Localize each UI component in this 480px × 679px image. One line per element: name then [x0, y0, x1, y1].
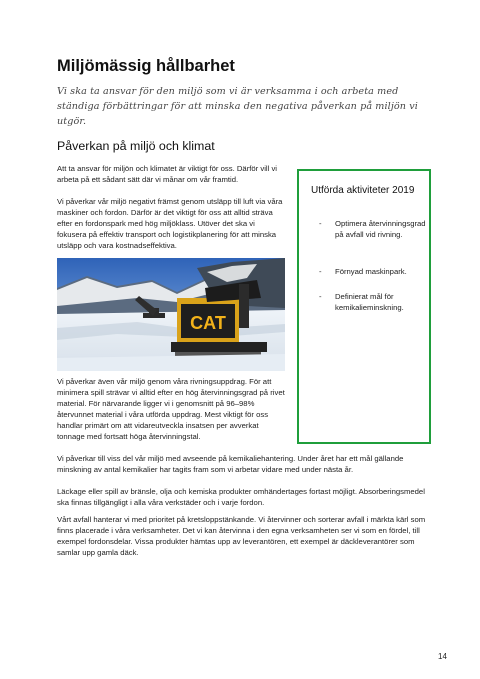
- paragraph-leakage: Läckage eller spill av bränsle, olja och kemiska produkter omhändertages fortast möjligt. Absorberingsmedel ska finnas tillgängligt i alla våra verkstäder och i varje fordon.: [57, 487, 425, 507]
- activity-text: Optimera återvinningsgrad på avfall vid rivning.: [335, 219, 426, 239]
- cat-logo: CAT: [190, 313, 226, 333]
- bullet-dash-icon: -: [319, 219, 322, 228]
- page-title: Miljömässig hållbarhet: [57, 57, 235, 75]
- activities-title: Utförda aktiviteter 2019: [311, 185, 415, 196]
- paragraph-intro: Att ta ansvar för miljön och klimatet är viktigt för oss. Därför vill vi arbeta på ett sådant sätt där vi månar om vår framtid.: [57, 164, 278, 184]
- paragraph-emissions: Vi påverkar vår miljö negativt främst genom utsläpp till luft via våra maskiner och fordon. Därför är det viktigt för oss att alltid sträva efter en fordonspark med hög miljöklass. Utöver det ska vi fokusera på effektiv transport och logistikplanering för att minska utsläpp och vara kostnadseffektiva.: [57, 197, 283, 250]
- page-subtitle: Vi ska ta ansvar för den miljö som vi är verksamma i och arbeta med ständiga förbättringar för att minska den negativa påverkan på miljön vi utgör.: [57, 86, 418, 127]
- bullet-dash-icon: -: [319, 267, 322, 276]
- paragraph-demolition: Vi påverkar även vår miljö genom våra rivningsuppdrag. För att minimera spill strävar vi alltid efter en hög återvinningsgrad på rivet material. För närvarande ligger vi i genomsnitt på 96–98% återvunnet material i våra utförda uppdrag. Mest viktigt för oss handlar primärt om att vidareutveckla insatsen per avverkat tonnage med fortsatt höga återvinningstal.: [57, 377, 285, 441]
- paragraph-chemicals: Vi påverkar till viss del vår miljö med avseende på kemikaliehantering. Under året har ett mål gällande minskning av antal kemikalier har tagits fram som vi arbetar vidare med under nästa år.: [57, 454, 404, 474]
- activities-box: [297, 169, 431, 444]
- page-number: 14: [438, 652, 447, 661]
- paragraph-waste: Vårt avfall hanterar vi med prioritet på kretsloppstänkande. Vi återvinner och sorterar avfall i märkta kärl som finns placerade i våra verksamheter. Det vi kan återvinna i den egna verksamheten ser vi som en fördel, till exempel fordonsdelar. Vissa produkter hämtas upp av leverantören, ett exempel är däckleverantörer som samlar upp gamla däck.: [57, 515, 426, 557]
- activity-text: Förnyad maskinpark.: [335, 267, 407, 276]
- bullet-dash-icon: -: [319, 292, 322, 301]
- section-heading: Påverkan på miljö och klimat: [57, 139, 215, 153]
- activity-text: Definierat mål för kemikalieminskning.: [335, 292, 404, 312]
- excavator-photo: [57, 258, 285, 371]
